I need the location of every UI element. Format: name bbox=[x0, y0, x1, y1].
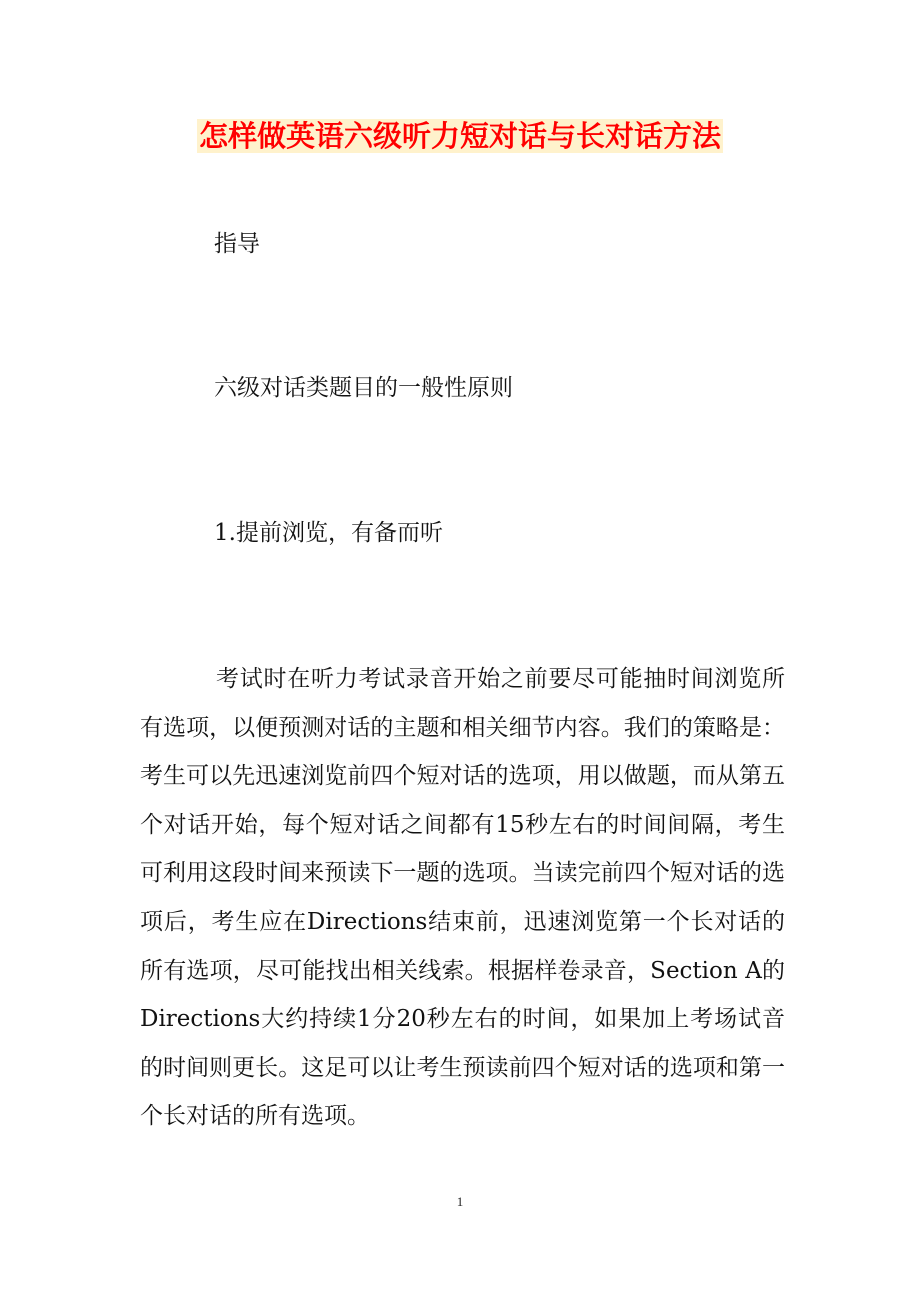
document-title-text: 怎样做英语六级听力短对话与长对话方法 bbox=[198, 119, 721, 153]
heading-general-principles: 六级对话类题目的一般性原则 bbox=[214, 375, 513, 401]
page-number: 1 bbox=[456, 1194, 464, 1209]
body-paragraph: 考试时在听力考试录音开始之前要尽可能抽时间浏览所有选项，以便预测对话的主题和相关细节内容。我们的策略是：考生可以先迅速浏览前四个短对话的选项，用以做题，而从第五个对话开始，每个短对话之间都有15秒左右的时间间隔，考生可利用这段时间来预读下一题的选项。当读完前四个短对话的选项后，考生应在Directions结束前，迅速浏览第一个长对话的所有选项，尽可能找出相关线索。根据样卷录音，Section A的Directions大约持续1分20秒左右的时间，如果加上考场试音的时间则更长。这足可以让考生预读前四个短对话的选项和第一个长对话的所有选项。 bbox=[140, 666, 785, 1130]
heading-preview-options: 1.提前浏览，有备而听 bbox=[214, 520, 443, 546]
heading-guide: 指导 bbox=[214, 231, 260, 257]
document-title bbox=[0, 112, 920, 160]
